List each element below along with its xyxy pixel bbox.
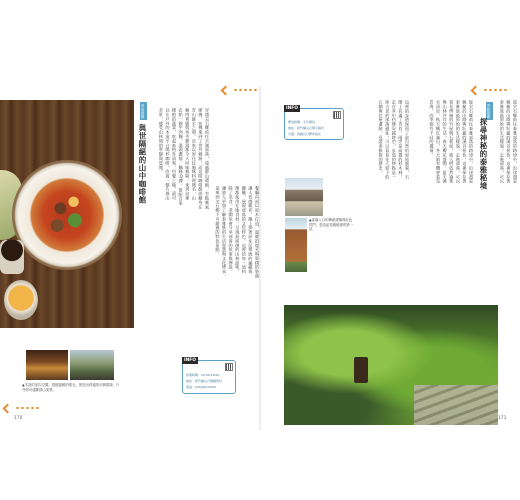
left-body-text-2: 餐廳內部以原木打造，溫暖的燈光與質樸的裝潢 讓人倍感親切，牆上掛著原住民傳統的編織與 圖騰，展現部落的文化特色。這裡的每一道料 理都使用在地食材，呈現最純樸的山林滋味。 除了美食，老闆也會分享部落的故事與傳說， 讓旅人更加了解泰雅族的生活智慧與文化傳承， 是來到尖石鄉不可錯過的特色景點。 (215, 186, 260, 279)
left-page-title: 與世隔絕的山中咖啡館 (138, 124, 147, 204)
red-arch-photo (285, 218, 307, 272)
section-marker-right (472, 86, 509, 94)
right-info-box-top: INFO 開放時間：全年開放 地址：新竹縣尖石鄉玉峰村 交通：建議自行開車前往 (284, 108, 344, 140)
beef-noodle-photo (0, 100, 134, 328)
section-marker-bottom-left (4, 404, 41, 412)
left-info-box: INFO 營業時間：10:00-18:00 地址：新竹縣尖石鄉錦屏村 電話：(03)584-XXXX (182, 360, 236, 394)
qr-code-icon (333, 111, 341, 119)
right-body-text: 從尖石鄉前往泰雅部落的路途中，沿途盡是 蜿蜒的山路與壯麗的溪谷景色，這裡保存著 泰雅族最原始的生活樣貌。走進部落，可以 看見傳統的竹屋與石板屋，族人們依然過著 與山林共存的生活。春天櫻花盛開，夏天溪 水清涼，秋天楓紅滿山，冬天則有機會看見 雲海，四季都有不同的風情。 (429, 100, 474, 184)
cafe-exterior-photo (70, 350, 114, 380)
info-badge: INFO (286, 106, 299, 111)
chevron-left-icon (3, 403, 13, 413)
cafe-interior-photo (26, 350, 68, 380)
chevron-left-icon (221, 85, 231, 95)
info-badge: INFO (184, 358, 197, 363)
right-page-title: 探尋神秘的泰雅秘境 (479, 118, 488, 190)
left-page-number: 170 (14, 416, 23, 421)
forest-trail-photo (284, 305, 498, 425)
right-section-tag: 景點推薦 (487, 104, 491, 119)
section-marker-left (222, 86, 259, 94)
left-body-text: 穿越尖石鄉前往天湖部落，遠處群山環抱，有點霧氣 繚繞，彷彿來到了世外桃源，而這間咖啡館就藏身在 青山綠水之間。店家以原住民風味料理聞名，山 豬肉香腸與馬告雞湯都令人回味無窮，來到這裡 必點一碗牛肉麵，湯頭濃郁，麵條Q彈，搭配自家 種植的蔬菜，吃起來格外清爽。用餐之後，還可 以在戶外的木造平台喝杯咖啡，欣賞一整片群山 美景，感受山林間的寧靜與悠閒。 (158, 108, 210, 209)
chevron-left-icon (471, 85, 481, 95)
right-body-text-2: 這裡的步道保留了最自然的原始風貌，石 階上長滿了青苔，兩旁是高聳的杉木林， 走在其中彷彿穿越時空。步道的終點是一 座古老的部落遺址，可以看見先人留下的 石牆與住屋遺跡，見證泰雅族的歷史。 (378, 100, 410, 180)
right-body-text-edge: 從尖石鄉前往泰雅部落的路途中，沿途盡是 蜿蜒的山路與壯麗的溪谷景色，這裡保存著 泰雅族最原始的生活樣貌。走進部落，可以 (499, 100, 518, 184)
right-page-number: 171 (498, 416, 507, 421)
qr-code-icon (225, 363, 233, 371)
cafe-photo-caption: ▲木造的室內空間，搭配溫暖的燈光，營造出舒適的用餐環境；戶外則可遠眺群山美景。 (22, 383, 120, 392)
left-section-tag: 美食推薦 (141, 104, 145, 119)
tribal-building-photo (285, 178, 323, 216)
building-photo-caption: ▲部落入口的傳統建築與紅色拱門，是造訪泰雅秘境的第一站。 (309, 218, 354, 232)
